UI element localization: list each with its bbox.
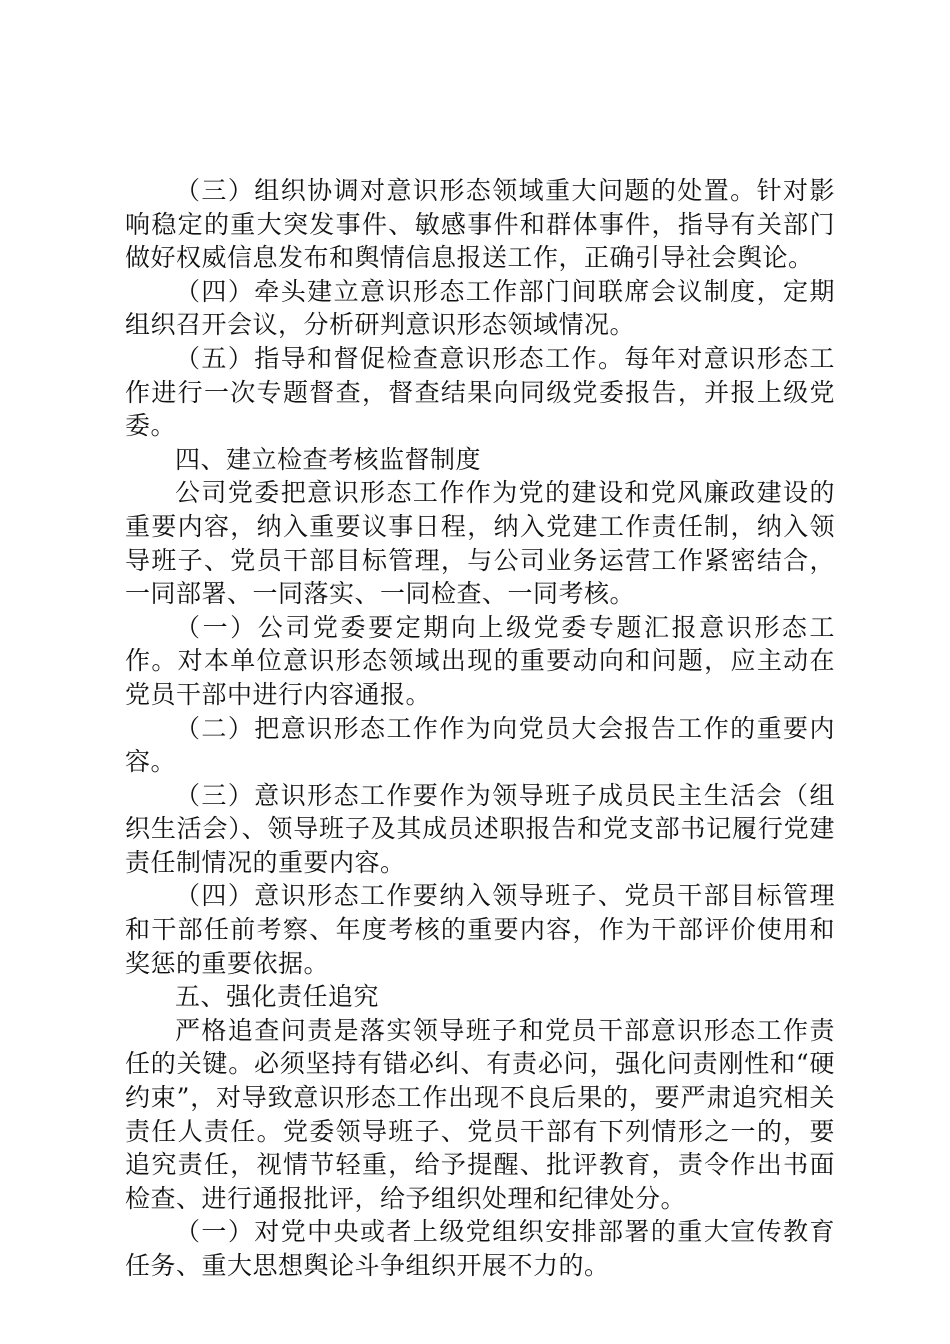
section-4-item-4: （四）意识形态工作要纳入领导班子、党员干部目标管理和干部任前考察、年度考核的重要内容，作为干部评价使用和奖惩的重要依据。 xyxy=(125,881,835,978)
section-4-item-2: （二）把意识形态工作作为向党员大会报告工作的重要内容。 xyxy=(125,713,835,777)
section-5-item-1: （一）对党中央或者上级党组织安排部署的重大宣传教育任务、重大思想舆论斗争组织开展不力的。 xyxy=(125,1217,835,1280)
paragraph-item-4: （四）牵头建立意识形态工作部门间联席会议制度，定期组织召开会议，分析研判意识形态领域情况。 xyxy=(125,276,835,340)
section-4-item-3: （三）意识形态工作要作为领导班子成员民主生活会（组织生活会）、领导班子及其成员述职报告和党支部书记履行党建责任制情况的重要内容。 xyxy=(125,780,835,877)
paragraph-item-3: （三）组织协调对意识形态领域重大问题的处置。针对影响稳定的重大突发事件、敏感事件和群体事件，指导有关部门做好权威信息发布和舆情信息报送工作，正确引导社会舆论。 xyxy=(125,176,835,273)
section-5-intro: 严格追查问责是落实领导班子和党员干部意识形态工作责任的关键。必须坚持有错必纠、有责必问，强化问责刚性和“硬约束”，对导致意识形态工作出现不良后果的，要严肃追究相关责任人责任。党委领导班子、党员干部有下列情形之一的，要追究责任，视情节轻重，给予提醒、批评教育，责令作出书面检查、进行通报批评，给予组织处理和纪律处分。 xyxy=(125,1015,835,1213)
section-4-item-1: （一）公司党委要定期向上级党委专题汇报意识形态工作。对本单位意识形态领域出现的重要动向和问题，应主动在党员干部中进行内容通报。 xyxy=(125,612,835,709)
paragraph-item-5: （五）指导和督促检查意识形态工作。每年对意识形态工作进行一次专题督查，督查结果向同级党委报告，并报上级党委。 xyxy=(125,343,835,441)
document-body xyxy=(125,174,835,1283)
section-4-intro: 公司党委把意识形态工作作为党的建设和党风廉政建设的重要内容，纳入重要议事日程，纳入党建工作责任制，纳入领导班子、党员干部目标管理，与公司业务运营工作紧密结合，一同部署、一同落实、一同检查、一同考核。 xyxy=(125,478,835,609)
section-heading-4: 四、建立检查考核监督制度 xyxy=(175,444,482,474)
section-heading-5: 五、强化责任追究 xyxy=(175,982,380,1012)
